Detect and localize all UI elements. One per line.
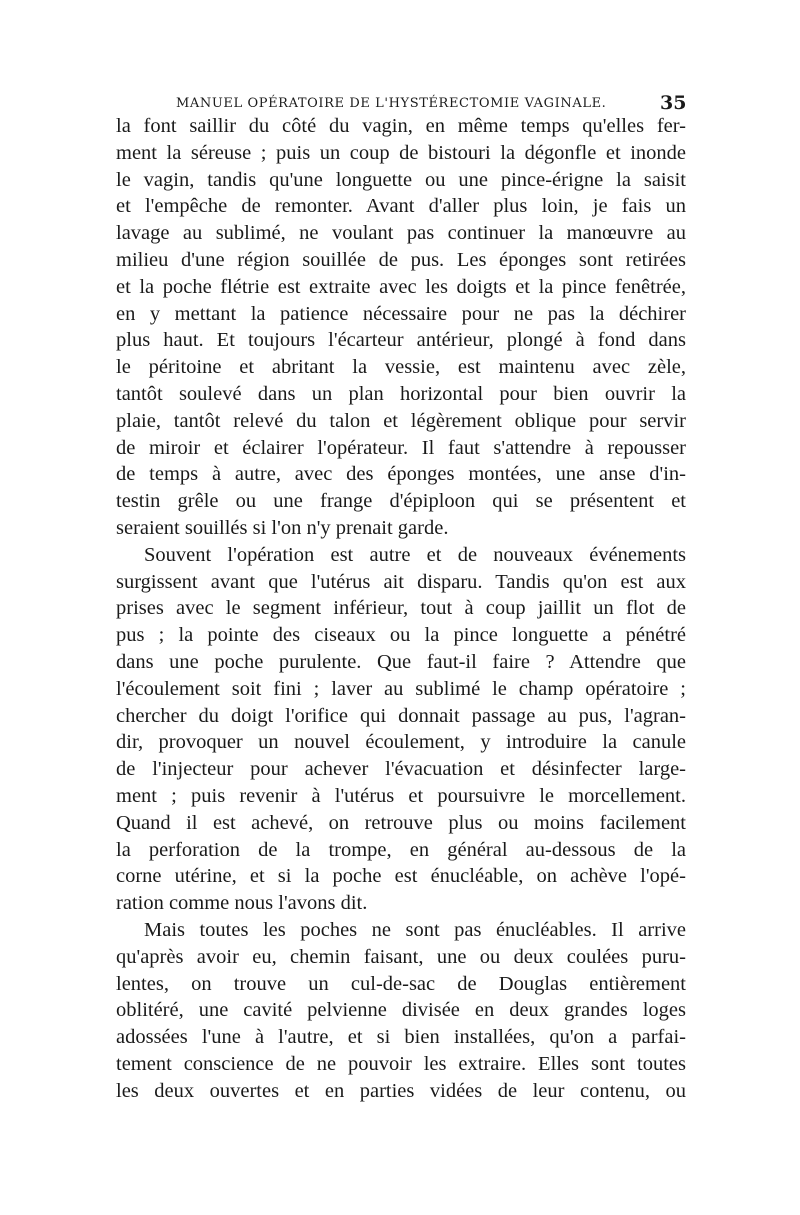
text-line: Souvent l'opération est autre et de nouveaux événements (144, 543, 686, 566)
text-line: testin grêle ou une frange d'épiploon qui se présentent et (116, 490, 686, 513)
text-line: et l'empêche de remonter. Avant d'aller plus loin, je fais un (116, 195, 686, 218)
text-line: la font saillir du côté du vagin, en même temps qu'elles fer- (116, 115, 686, 137)
text-line: Mais toutes les poches ne sont pas énucléables. Il arrive (144, 918, 686, 941)
paragraph (116, 113, 686, 542)
text-line: ment la séreuse ; puis un coup de bistouri la dégonfle et inonde (116, 141, 686, 164)
paragraph (116, 542, 686, 917)
text-line: le vagin, tandis qu'une longuette ou une pince-érigne la saisit (116, 168, 686, 191)
text-line: milieu d'une région souillée de pus. Les éponges sont retirées (116, 248, 686, 271)
running-head-title: MANUEL OPÉRATOIRE DE L'HYSTÉRECTOMIE VAGINALE. (176, 96, 607, 111)
text-line: les deux ouvertes et en parties vidées de leur contenu, ou (116, 1079, 686, 1102)
text-line: dir, provoquer un nouvel écoulement, y introduire la canule (116, 731, 686, 754)
text-line: en y mettant la patience nécessaire pour ne pas la déchirer (116, 302, 686, 325)
text-line: et la poche flétrie est extraite avec les doigts et la pince fenêtrée, (116, 275, 686, 298)
text-line: tement conscience de ne pouvoir les extraire. Elles sont toutes (116, 1052, 686, 1075)
text-line: la perforation de la trompe, en général au-dessous de la (116, 838, 686, 861)
text-line: seraient souillés si l'on n'y prenait garde. (116, 516, 449, 539)
text-line: l'écoulement soit fini ; laver au sublimé le champ opératoire ; (116, 677, 686, 700)
text-line: ment ; puis revenir à l'utérus et poursuivre le morcellement. (116, 784, 686, 807)
text-line: plaie, tantôt relevé du talon et légèrement oblique pour servir (116, 409, 686, 432)
text-line: ration comme nous l'avons dit. (116, 892, 368, 915)
text-line: de temps à autre, avec des éponges montées, une anse d'in- (116, 463, 686, 486)
page-number: 35 (660, 92, 687, 114)
text-line: dans une poche purulente. Que faut-il faire ? Attendre que (116, 650, 686, 673)
text-line: le péritoine et abritant la vessie, est maintenu avec zèle, (116, 356, 686, 379)
text-line: de miroir et éclairer l'opérateur. Il faut s'attendre à repousser (116, 436, 686, 459)
text-line: de l'injecteur pour achever l'évacuation et désinfecter large- (116, 758, 686, 781)
body-text (116, 113, 686, 1104)
text-line: chercher du doigt l'orifice qui donnait passage au pus, l'agran- (116, 704, 686, 727)
text-line: corne utérine, et si la poche est énucléable, on achève l'opé- (116, 865, 686, 888)
text-line: prises avec le segment inférieur, tout à coup jaillit un flot de (116, 597, 686, 620)
text-line: adossées l'une à l'autre, et si bien installées, qu'on a parfai- (116, 1026, 686, 1049)
text-line: lavage au sublimé, ne voulant pas continuer la manœuvre au (116, 222, 686, 245)
text-line: qu'après avoir eu, chemin faisant, une ou deux coulées puru- (116, 945, 686, 968)
text-line: surgissent avant que l'utérus ait disparu. Tandis qu'on est aux (116, 570, 686, 593)
paragraph (116, 917, 686, 1105)
text-line: lentes, on trouve un cul-de-sac de Douglas entièrement (116, 972, 686, 995)
text-line: Quand il est achevé, on retrouve plus ou moins facilement (116, 811, 686, 834)
text-line: tantôt soulevé dans un plan horizontal pour bien ouvrir la (116, 382, 686, 405)
text-line: oblitéré, une cavité pelvienne divisée en deux grandes loges (116, 999, 686, 1022)
text-line: pus ; la pointe des ciseaux ou la pince longuette a pénétré (116, 624, 686, 647)
text-line: plus haut. Et toujours l'écarteur antérieur, plongé à fond dans (116, 329, 686, 352)
